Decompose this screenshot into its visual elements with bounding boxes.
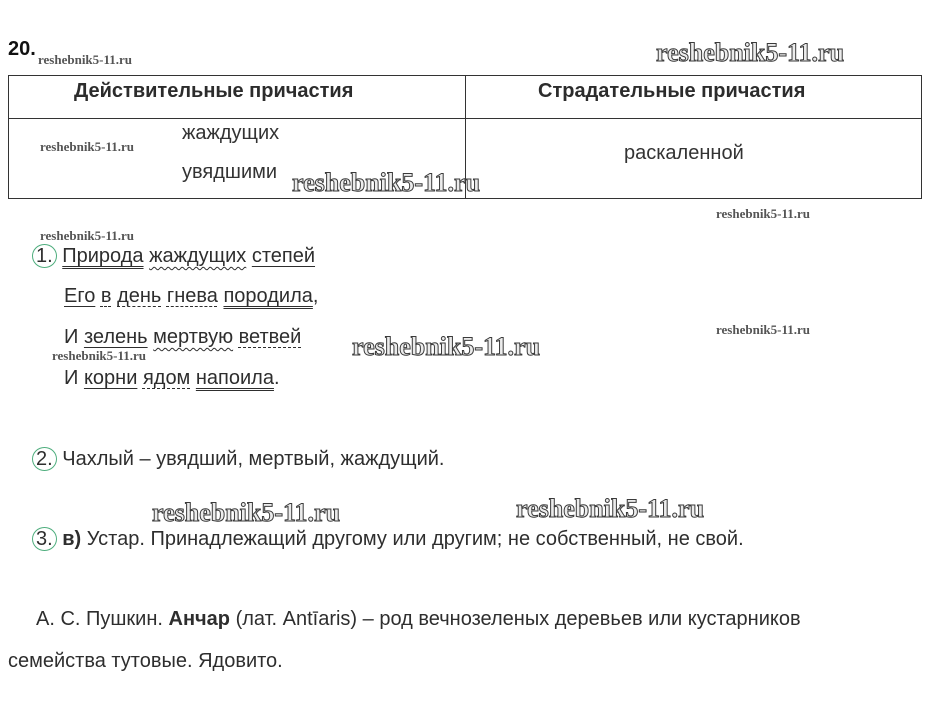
word-predicate: породила (223, 285, 313, 307)
watermark: reshebnik5-11.ru (152, 498, 341, 527)
watermark: reshebnik5-11.ru (716, 322, 811, 337)
table-header-active: Действительные причастия (74, 80, 354, 102)
item-number-circle: 2. (32, 447, 57, 471)
word: Его (64, 285, 96, 307)
passive-participle: раскаленной (624, 142, 744, 164)
poem-line-3 (64, 326, 301, 349)
punctuation: , (312, 285, 319, 307)
word: И (64, 367, 79, 389)
note-line-1 (36, 608, 801, 631)
active-participle: увядшими (182, 161, 278, 183)
word-object: степей (251, 245, 316, 267)
note-line-2: семейства тутовые. Ядовито. (8, 650, 283, 672)
watermark: reshebnik5-11.ru (292, 168, 481, 197)
word-predicate: напоила (195, 367, 274, 389)
word: день (117, 285, 162, 307)
watermark: reshebnik5-11.ru (716, 206, 811, 221)
watermark: reshebnik5-11.ru (352, 332, 541, 361)
word: ядом (142, 367, 191, 389)
answer-text: Чахлый – увядший, мертвый, жаждущий. (62, 448, 445, 470)
punctuation: . (273, 367, 280, 389)
poem-line-2 (64, 285, 318, 308)
poem-line-4 (64, 367, 280, 390)
poem-line-1 (32, 244, 315, 268)
watermark: reshebnik5-11.ru (40, 139, 135, 154)
note-term: Анчар (168, 608, 230, 630)
answer-item-3 (32, 527, 744, 551)
answer-item-2 (32, 447, 444, 471)
word: гнева (166, 285, 218, 307)
item-number-circle: 3. (32, 527, 57, 551)
watermark: reshebnik5-11.ru (52, 348, 147, 363)
word-attribute: мертвую (153, 326, 234, 348)
word-participle: жаждущих (149, 245, 247, 267)
answer-label: в) (62, 528, 82, 550)
word-subject: Природа (62, 245, 144, 267)
item-number-circle: 1. (32, 244, 57, 268)
watermark: reshebnik5-11.ru (656, 38, 845, 67)
watermark: reshebnik5-11.ru (516, 494, 705, 523)
task-number: 20. (8, 38, 36, 60)
watermark: reshebnik5-11.ru (40, 228, 135, 243)
word-object: зелень (83, 326, 148, 348)
table-header-passive: Страдательные причастия (538, 80, 806, 102)
word: ветвей (238, 326, 302, 348)
active-participle: жаждущих (182, 122, 280, 144)
note-definition: (лат. Antīaris) – род вечнозеленых деревьев или кустарников (235, 608, 801, 630)
watermark: reshebnik5-11.ru (38, 52, 133, 67)
word-object: корни (83, 367, 138, 389)
word: в (100, 285, 112, 307)
word: И (64, 326, 79, 348)
answer-text: Устар. Принадлежащий другому или другим; не собственный, не свой. (86, 528, 744, 550)
note-author: А. С. Пушкин. (36, 608, 163, 630)
